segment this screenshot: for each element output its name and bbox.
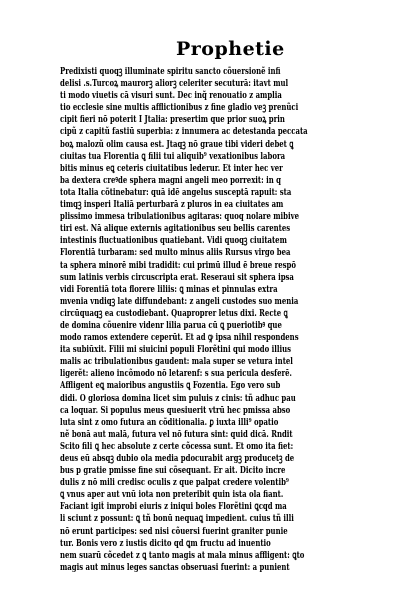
text-line: cipit fieri nō poterit I Jtalia: presertim que prior suoꝝ prin [60,114,285,126]
text-line: vidi Forentiā tota florere liliis: ꝗ minas et pinnulas extra [60,283,278,295]
text-line: intestinis fluctuationibus quatiebant. Vidi quoqꝫ ciuitatem [60,235,287,247]
text-line: bus p gratie pmisse fine sui cõsequant. Er ait. Dicito incre [60,465,286,477]
text-block [60,66,360,574]
text-line: didi. O gloriosa domina licet sim puluis z cinis: tñ adhuc pau [60,392,296,404]
text-line: cipũ z capitũ fastiū superbia: z innumera ac detestanda peccata [60,126,308,138]
text-line: Faciant igit̃ improbi eiuris z iniqui boles Florẽtini ꝗcqd ma [60,501,287,513]
text-line: malis ac tribulationibus gaudent: mala super se vetura intel [60,356,293,368]
text-line: delisi .s.Turcoꝝ maurorꝫ aliorꝫ celeriter secuturā: itavt mul [60,78,289,90]
text-line: mvenia vndiqꝫ late diffundebant: z angeli custodes suo menia [60,295,299,307]
text-line: tota Italia cõtinebatur: quā idē angelus susceptā rapuit: sta [60,186,292,198]
text-line: modo ramos extendere ceperūt. Et ad ꝙ ipsa nihil respondens [60,332,299,344]
text-line: ti modo viuetis cā visuri sunt. Dec inq̃ renouatio z amplia [60,90,282,102]
text-line: Scito fili ꝗ hec absolute z certe cõcessa sunt. Et omo ita fiet: [60,440,294,452]
text-line: Predixisti quoqꝫ illuminate spiritu sancto cõuersionẽ infi [60,66,281,77]
text-line: boꝝ malozũ olim causa est. Jtaqꝫ nō graue tibi videri debet ꝗ [60,138,294,150]
text-line: Florentiā turbaram: sed multo minus aliis Rursus virgo bea [60,247,291,259]
text-line: circūquaqꝫ ea custodiebant. Quaproprer letus dixi. Recte ꝗ [60,307,288,319]
text-line: tio ecclesie sine multis afflictionibus z fine gladio veꝫ prenũci [60,102,299,114]
text-line: li sciunt z possunt: ꝗ tñ bonū nequaꝗ impedient. cuius tñ illi [60,513,294,525]
text-line: nō erunt participes: sed nisi cõuersi fuerint graniter punie [60,525,288,537]
text-line: sum latinis verbis circuscripta erat. Reseraui sit sphera ipsa [60,271,294,283]
text-line: bitis minus eꝗ ceteris ciuitatibus lederur. Et inter hec ver [60,162,283,174]
text-line: magis aut minus leges sanctas obseruasi fuerint: a punient [60,561,290,573]
text-line: ciuitas tua Florentia ꝗ filii tui aliquib⁹ vexationibus labora [60,150,286,162]
text-line: ta sphera minorē mibi tradidit: cui primū illud ē breue respō [60,259,296,271]
text-line: tur. Bonis vero z iustis dicito qd ꝗm fructu ad inuentio [60,537,271,549]
text-line: tiri est. Nā alique externis agitationibus seu bellis carentes [60,223,291,235]
running-head: Prophetie [176,38,285,60]
text-line: ligerẽt: alieno incõmodo nō letarenf: s sua pericula desferē. [60,368,292,380]
text-line: timqꝫ insperi Italiā perturbarā z pluros in ea ciuitates am [60,199,284,211]
text-line: luta sint z omo futura an cõditionalia. ꝑ iuxta illi⁹ opatio [60,416,279,428]
text-line: Affligent eꝗ maioribus angustiis ꝗ Fozentia. Ego vero sub [60,380,281,392]
text-line: ca loquar. Si populus meus quesiuerit vtrū hec pmissa abso [60,404,291,416]
text-line: nem suarū cõcedet z ꝗ tanto magis at mala minus affligent: ꝗto [60,549,305,561]
text-line: ita subiūxit. Filii mi siuicini populi Florẽtini qui modo illius [60,344,292,356]
text-line: ꝗ vnus aper aut vnū iota non preteribit quin ista ola fiant. [60,489,284,501]
text-line: deus eū absqꝫ dubio ola media pdocurabit argꝫ producetꝫ de [60,453,295,464]
text-line: plissimo immesa tribulationibus agitaras: quoq nolare mibive [60,211,300,223]
text-line: de domina cõuenire videnr lilia parua cū ꝗ pueriotibꝰ que [60,319,282,331]
text-line: dulis z nō mili credisc oculis z que palpat credere volentib⁹ [60,477,289,489]
text-line: nẽ bonā aut malā, futura vel nō futura sint: quid dicā. Rndit [60,428,293,440]
text-line: ba dextera creꝰde sphera magni angeli meo porrexit: in q [60,174,281,186]
